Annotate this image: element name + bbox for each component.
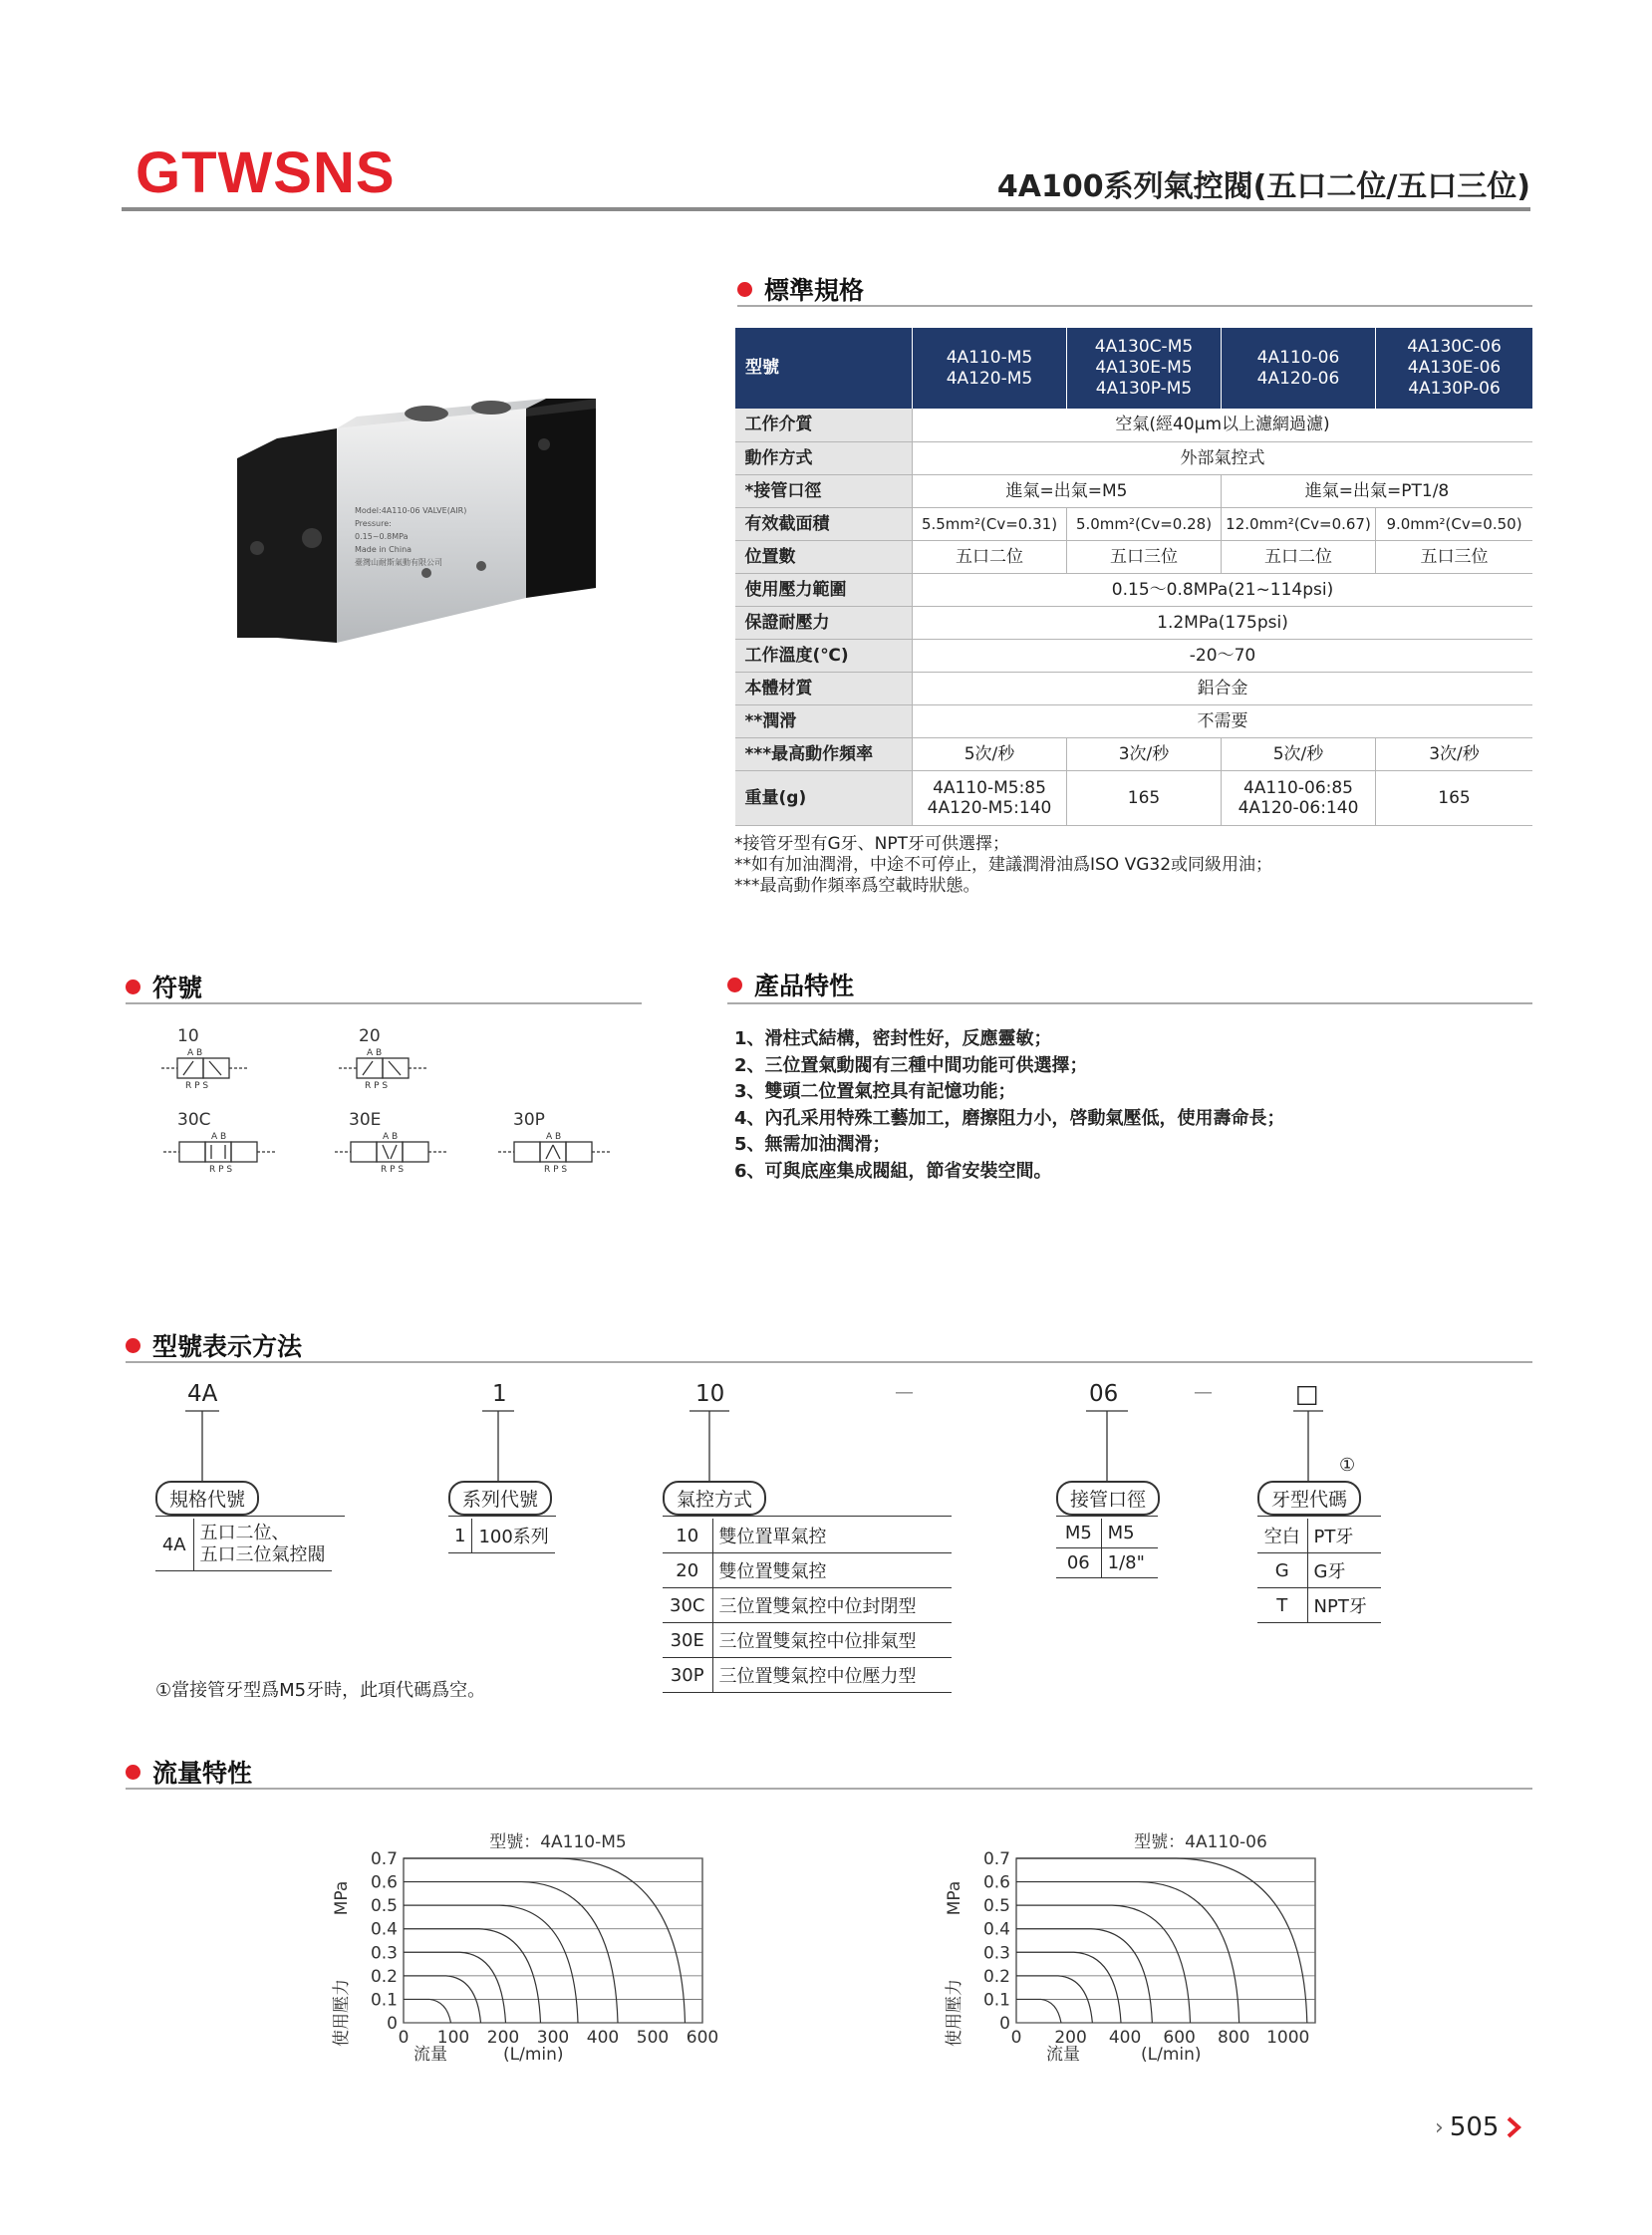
feature-item: 5、無需加油潤滑； bbox=[734, 1134, 891, 1155]
thread-code-rule bbox=[1257, 1516, 1381, 1517]
features-section-rule bbox=[727, 1002, 1532, 1004]
model-code-section-rule bbox=[126, 1361, 1532, 1363]
flow-curve bbox=[1016, 1952, 1121, 2023]
bullet-dot-icon bbox=[737, 282, 752, 297]
port-code-pill: 接管口徑 bbox=[1056, 1481, 1160, 1516]
code-dash: — bbox=[895, 1381, 914, 1403]
x-tick-label: 300 bbox=[536, 2028, 570, 2048]
spec-code-pill: 規格代號 bbox=[155, 1481, 259, 1516]
spec-row-weight: 重量(g) 4A110-M5:85 4A120-M5:140 165 4A110-06:85 4A120-06:140 165 bbox=[735, 770, 1533, 825]
flow-curve bbox=[404, 1905, 578, 2023]
y-unit-label: MPa bbox=[332, 1880, 352, 1916]
model-col-1: 4A110-M5 4A120-M5 bbox=[913, 328, 1067, 409]
spec-row-freq: ***最高動作頻率 5次/秒 3次/秒 5次/秒 3次/秒 bbox=[735, 737, 1533, 770]
feature-item: 4、內孔采用特殊工藝加工，磨擦阻力小，啓動氣壓低，使用壽命長； bbox=[734, 1107, 1285, 1129]
flow-curve bbox=[404, 1952, 506, 2023]
y-tick-label: 0.3 bbox=[982, 1943, 1010, 1964]
spec-note: **如有加油潤滑，中途不可停止，建議潤滑油爲ISO VG32或同級用油； bbox=[734, 855, 1273, 875]
svg-text:R P S: R P S bbox=[185, 1081, 209, 1091]
table-row: 30E 三位置雙氣控中位排氣型 bbox=[663, 1623, 952, 1658]
symbols-section-rule bbox=[126, 1002, 642, 1004]
model-code-section-title: 型號表示方法 bbox=[126, 1327, 302, 1363]
features-section-title: 產品特性 bbox=[727, 967, 854, 1002]
thread-code-table bbox=[1257, 1519, 1381, 1623]
spec-note: *接管牙型有G牙、NPT牙可供選擇； bbox=[734, 834, 1010, 854]
y-tick-label: 0.6 bbox=[370, 1872, 398, 1893]
y-tick-label: 0.6 bbox=[982, 1872, 1010, 1893]
flow-curve bbox=[404, 1858, 686, 2023]
y-tick-label: 0.5 bbox=[982, 1896, 1010, 1917]
symbol-label: 20 bbox=[359, 1026, 381, 1046]
table-row: 空白 PT牙 bbox=[1257, 1519, 1381, 1553]
spec-notes bbox=[734, 834, 1272, 897]
y-tick-label: 0.5 bbox=[370, 1896, 398, 1917]
control-code-rule bbox=[663, 1516, 952, 1517]
x-tick-label: 500 bbox=[636, 2028, 670, 2048]
y-tick-label: 0.1 bbox=[370, 1990, 398, 2011]
svg-text:R P S: R P S bbox=[544, 1165, 568, 1175]
table-row: M5 M5 bbox=[1056, 1519, 1158, 1548]
symbol-20-icon bbox=[339, 1058, 428, 1078]
symbol-30c-icon bbox=[163, 1142, 277, 1162]
spec-row-action: 動作方式 外部氣控式 bbox=[735, 441, 1533, 474]
code-part-control: 10 bbox=[695, 1381, 725, 1407]
chart-title: 型號：4A110-M5 bbox=[489, 1832, 627, 1852]
y-tick-label: 0.7 bbox=[982, 1849, 1010, 1869]
table-row: T NPT牙 bbox=[1257, 1588, 1381, 1623]
y-axis-label: 使用壓力 bbox=[332, 1979, 352, 2047]
spec-row-positions: 位置數 五口二位 五口三位 五口二位 五口三位 bbox=[735, 540, 1533, 573]
x-tick-label: 600 bbox=[686, 2028, 719, 2048]
x-unit-label: (L/min) bbox=[503, 2045, 564, 2065]
y-tick-label: 0.2 bbox=[370, 1966, 398, 1987]
svg-text:R P S: R P S bbox=[365, 1081, 389, 1091]
bullet-dot-icon bbox=[126, 1765, 140, 1780]
chevron-right-icon: › bbox=[1435, 2114, 1444, 2140]
flow-curve bbox=[1016, 1905, 1191, 2023]
svg-text:R P S: R P S bbox=[381, 1165, 405, 1175]
spec-section-title: 標準規格 bbox=[737, 271, 864, 307]
symbol-label: 10 bbox=[177, 1026, 199, 1046]
chart-title: 型號：4A110-06 bbox=[1134, 1832, 1267, 1852]
port-code-rule bbox=[1056, 1516, 1158, 1517]
code-dash: — bbox=[1194, 1381, 1213, 1403]
plot-frame bbox=[404, 1858, 702, 2023]
series-code-pill: 系列代號 bbox=[448, 1481, 552, 1516]
bullet-dot-icon bbox=[126, 979, 140, 994]
feature-item: 6、可與底座集成閥組，節省安裝空間。 bbox=[734, 1160, 1052, 1182]
y-axis-label: 使用壓力 bbox=[945, 1979, 964, 2047]
table-row: 20 雙位置雙氣控 bbox=[663, 1553, 952, 1588]
spec-row-area: 有效截面積 5.5mm²(Cv=0.31) 5.0mm²(Cv=0.28) 12.0mm²(Cv=0.67) 9.0mm²(Cv=0.50) bbox=[735, 507, 1533, 540]
flow-section-title: 流量特性 bbox=[126, 1754, 252, 1790]
spec-table bbox=[734, 328, 1532, 826]
product-label-line4: Made in China bbox=[355, 545, 413, 554]
x-tick-label: 200 bbox=[1054, 2028, 1087, 2048]
x-axis-label: 流量 bbox=[413, 2045, 447, 2065]
symbol-label: 30C bbox=[177, 1110, 211, 1130]
svg-text:R P S: R P S bbox=[209, 1165, 233, 1175]
symbol-10-icon bbox=[161, 1058, 249, 1078]
features-list bbox=[734, 1026, 1285, 1185]
svg-text:A B: A B bbox=[367, 1048, 383, 1058]
page-number-block bbox=[1435, 2112, 1522, 2142]
circle-one-mark: ① bbox=[1339, 1455, 1356, 1476]
symbols-section-title: 符號 bbox=[126, 969, 202, 1004]
table-row: 30C 三位置雙氣控中位封閉型 bbox=[663, 1588, 952, 1623]
flow-curve bbox=[404, 1999, 451, 2023]
y-tick-label: 0 bbox=[387, 2014, 398, 2034]
code-part-thread: □ bbox=[1295, 1379, 1319, 1408]
spec-section-rule bbox=[737, 305, 1532, 307]
table-row: 10 雙位置單氣控 bbox=[663, 1519, 952, 1553]
feature-item: 1、滑柱式結構，密封性好，反應靈敏； bbox=[734, 1028, 1052, 1049]
page-title: 4A100系列氣控閥(五口二位/五口三位) bbox=[996, 169, 1530, 204]
flow-section-rule bbox=[126, 1788, 1532, 1790]
valve-symbols bbox=[159, 1021, 658, 1191]
symbol-label: 30E bbox=[349, 1110, 382, 1130]
plot-frame bbox=[1016, 1858, 1315, 2023]
code-part-port: 06 bbox=[1089, 1381, 1119, 1407]
control-code-table bbox=[663, 1519, 952, 1693]
flow-chart-m5 bbox=[319, 1814, 757, 2073]
svg-text:A B: A B bbox=[187, 1048, 203, 1058]
svg-text:A B: A B bbox=[211, 1132, 227, 1142]
port-code-table bbox=[1056, 1519, 1158, 1578]
flow-curve bbox=[1016, 1858, 1307, 2023]
y-tick-label: 0.3 bbox=[370, 1943, 398, 1964]
x-tick-label: 0 bbox=[1010, 2028, 1022, 2048]
x-tick-label: 1000 bbox=[1266, 2028, 1310, 2048]
y-tick-label: 0.7 bbox=[370, 1849, 398, 1869]
code-part-spec: 4A bbox=[187, 1381, 218, 1407]
bullet-dot-icon bbox=[126, 1338, 140, 1353]
model-col-4: 4A130C-06 4A130E-06 4A130P-06 bbox=[1376, 328, 1533, 409]
x-tick-label: 200 bbox=[486, 2028, 520, 2048]
model-col-3: 4A110-06 4A120-06 bbox=[1222, 328, 1376, 409]
spec-row-temp: 工作溫度(℃) -20～70 bbox=[735, 639, 1533, 672]
spec-row-material: 本體材質 鋁合金 bbox=[735, 672, 1533, 704]
feature-item: 2、三位置氣動閥有三種中間功能可供選擇； bbox=[734, 1054, 1088, 1076]
y-tick-label: 0.2 bbox=[982, 1966, 1010, 1987]
page-number: 505 bbox=[1449, 2112, 1500, 2142]
x-tick-label: 100 bbox=[436, 2028, 470, 2048]
model-code-footnote: ①當接管牙型爲M5牙時，此項代碼爲空。 bbox=[155, 1680, 486, 1701]
header-rule bbox=[122, 207, 1530, 211]
product-label-line3: 0.15~0.8MPa bbox=[355, 532, 409, 541]
spec-row-lube: **潤滑 不需要 bbox=[735, 704, 1533, 737]
symbol-30p-icon bbox=[498, 1142, 612, 1162]
x-unit-label: (L/min) bbox=[1141, 2045, 1202, 2065]
y-tick-label: 0.4 bbox=[370, 1919, 398, 1940]
spec-note: ***最高動作頻率爲空載時狀態。 bbox=[734, 876, 980, 896]
table-row: G G牙 bbox=[1257, 1553, 1381, 1588]
y-tick-label: 0.4 bbox=[982, 1919, 1010, 1940]
thread-code-pill: 牙型代碼 bbox=[1257, 1481, 1361, 1516]
table-row: 06 1/8" bbox=[1056, 1548, 1158, 1578]
product-label-line1: Model:4A110-06 VALVE(AIR) bbox=[355, 506, 467, 515]
y-tick-label: 0.1 bbox=[982, 1990, 1010, 2011]
red-chevron-icon bbox=[1505, 2116, 1522, 2138]
model-code-connectors bbox=[0, 1405, 1652, 1485]
table-row: 30P 三位置雙氣控中位壓力型 bbox=[663, 1658, 952, 1693]
svg-text:A B: A B bbox=[383, 1132, 399, 1142]
spec-code-table: 4A 五口二位、 五口三位氣控閥 bbox=[155, 1519, 332, 1571]
x-tick-label: 0 bbox=[398, 2028, 410, 2048]
product-label-line5: 臺灣山耐斯氣動有限公司 bbox=[355, 558, 442, 567]
model-col-2: 4A130C-M5 4A130E-M5 4A130P-M5 bbox=[1067, 328, 1222, 409]
x-tick-label: 400 bbox=[1108, 2028, 1142, 2048]
x-tick-label: 400 bbox=[586, 2028, 620, 2048]
flow-chart-06 bbox=[932, 1814, 1370, 2073]
control-code-pill: 氣控方式 bbox=[663, 1481, 766, 1516]
svg-text:A B: A B bbox=[546, 1132, 562, 1142]
x-tick-label: 600 bbox=[1163, 2028, 1196, 2048]
flow-curve bbox=[1016, 1999, 1061, 2023]
y-unit-label: MPa bbox=[945, 1880, 964, 1916]
series-code-rule bbox=[448, 1516, 556, 1517]
symbol-30e-icon bbox=[335, 1142, 448, 1162]
symbol-label: 30P bbox=[513, 1110, 545, 1130]
product-label-line2: Pressure: bbox=[355, 519, 392, 528]
spec-row-medium: 工作介質 空氣(經40μm以上濾網過濾) bbox=[735, 409, 1533, 441]
code-part-series: 1 bbox=[492, 1381, 507, 1407]
brand-logo: GTWSNS bbox=[136, 140, 396, 205]
feature-item: 3、雙頭二位置氣控具有記憶功能； bbox=[734, 1081, 1016, 1102]
valve-product-image bbox=[227, 399, 606, 658]
spec-row-port: *接管口徑 進氣=出氣=M5 進氣=出氣=PT1/8 bbox=[735, 474, 1533, 507]
model-header-label: 型號 bbox=[735, 328, 913, 409]
spec-header-row bbox=[735, 328, 1533, 409]
series-code-table: 1 100系列 bbox=[448, 1519, 555, 1553]
y-tick-label: 0 bbox=[999, 2014, 1010, 2034]
spec-code-rule bbox=[155, 1516, 345, 1517]
spec-row-proof: 保證耐壓力 1.2MPa(175psi) bbox=[735, 606, 1533, 639]
bullet-dot-icon bbox=[727, 978, 742, 992]
spec-row-pressure: 使用壓力範圍 0.15～0.8MPa(21~114psi) bbox=[735, 573, 1533, 606]
x-axis-label: 流量 bbox=[1046, 2045, 1080, 2065]
x-tick-label: 800 bbox=[1217, 2028, 1250, 2048]
